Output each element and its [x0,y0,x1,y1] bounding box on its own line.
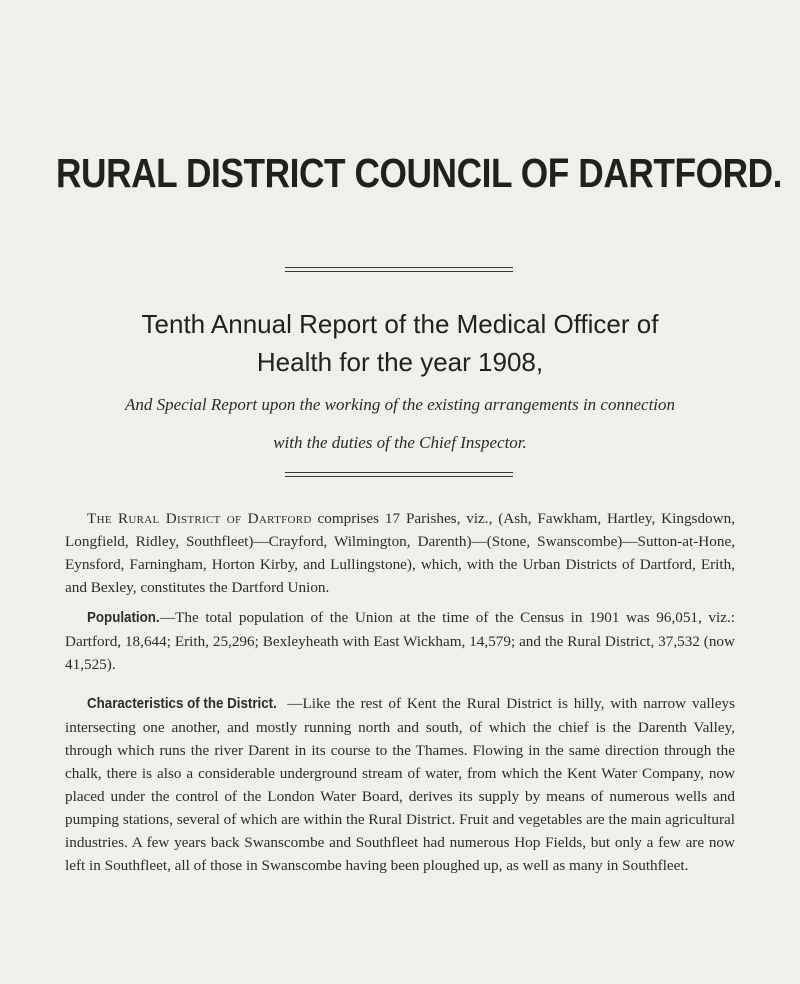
population-paragraph [65,606,735,676]
population-heading: Population. [87,610,160,626]
double-rule-top [285,267,513,272]
characteristics-heading: Characteristics of the District. [87,696,277,712]
characteristics-text: —Like the rest of Kent the Rural District is hilly, with narrow valleys intersecting one another, and mostly running north and south, of which the chief is the Darenth Valley, through which runs the river Darent in its course to the Thames. Flowing in the same direction through the chalk, there is also a considerable underground stream of water, from which the Kent Water Company, now placed under the control of the London Water Board, derives its supply by means of numerous wells and pumping stations, several of which are within the Rural District. Fruit and vegetables are the main agricultural industries. A few years back Swanscombe and Southfleet had numerous Hop Fields, but only a few are now left in Southfleet, all of those in Swanscombe having been ploughed up, as well as many in Southfleet. [65,695,735,874]
council-title: RURAL DISTRICT COUNCIL OF DARTFORD. [56,150,783,196]
double-rule-bottom [285,472,513,477]
intro-text: comprises 17 Parishes, viz., (Ash, Fawkham, Hartley, Kingsdown, Longfield, Ridley, Southfleet)—Crayford, Wilmington, Darenth)—(Stone, Swanscombe)—Sutton-at-Hone, Eynsford, Farningham, Horton Kirby, and Lullingstone), which, with the Urban Districts of Dartford, Erith, and Bexley, constitutes the Dartford Union. [65,510,735,596]
subtitle-line-1: And Special Report upon the working of the existing arrangements in connection [124,395,676,414]
intro-paragraph [65,507,735,599]
report-title-line-1: Tenth Annual Report of the Medical Officer of [141,309,659,339]
population-text: —The total population of the Union at the time of the Census in 1901 was 96,051, viz.: Dartford, 18,644; Erith, 25,296; Bexleyheath with East Wickham, 14,579; and the Rural District, 37,532 (now 41,525). [65,609,735,673]
subtitle-line-2: with the duties of the Chief Inspector. [273,433,527,452]
report-subtitle [60,386,740,462]
intro-lead-smallcaps: The Rural District of Dartford [87,510,312,527]
report-title [60,305,740,381]
report-title-line-2: Health for the year 1908, [256,347,544,377]
characteristics-paragraph [65,692,735,877]
